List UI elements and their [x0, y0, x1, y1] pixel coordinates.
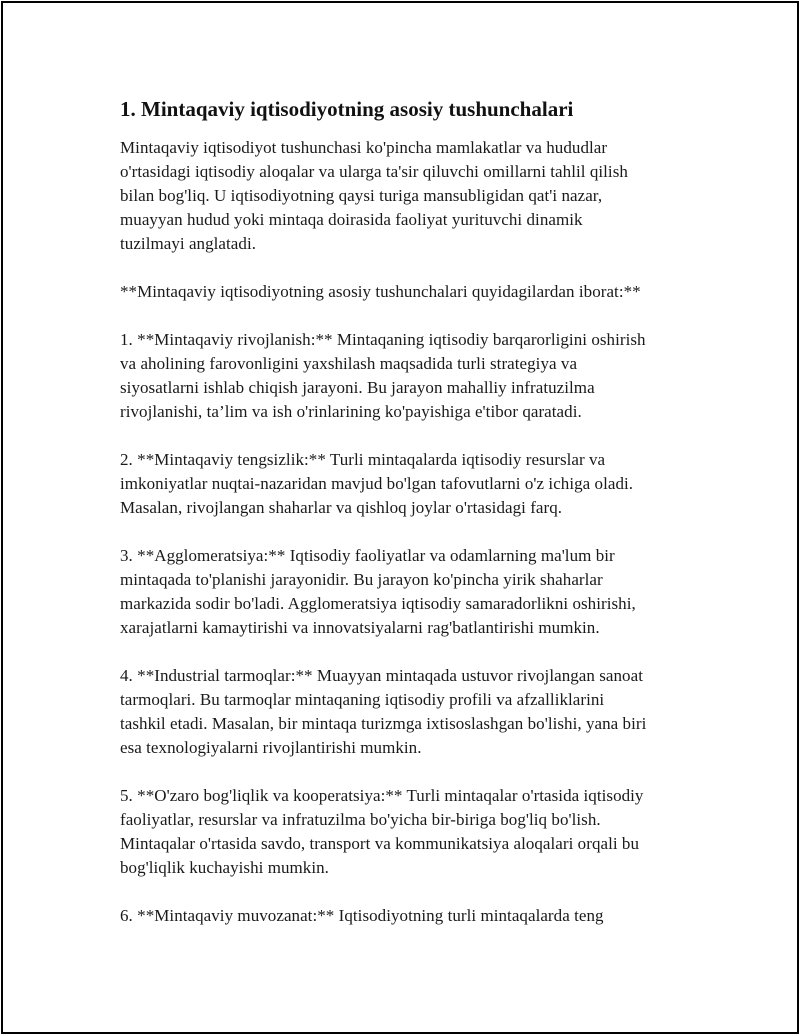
text-line: faoliyatlar, resurslar va infratuzilma bo'yicha bir-biriga bog'liq bo'lish.: [120, 810, 601, 829]
text-line: tarmoqlari. Bu tarmoqlar mintaqaning iqtisodiy profili va afzalliklarini: [120, 690, 605, 709]
list-item-regional-inequality: [120, 448, 700, 520]
list-item-interdependence: [120, 784, 700, 880]
list-intro-paragraph: [120, 280, 700, 304]
text-line: mintaqada to'planishi jarayonidir. Bu jarayon ko'pincha yirik shaharlar: [120, 570, 603, 589]
list-item-regional-development: [120, 328, 700, 424]
document-body: [120, 95, 700, 952]
text-line: 6. **Mintaqaviy muvozanat:** Iqtisodiyotning turli mintaqalarda teng: [120, 906, 604, 925]
text-line: xarajatlarni kamaytirishi va innovatsiyalarni rag'batlantirishi mumkin.: [120, 618, 600, 637]
text-line: esa texnologiyalarni rivojlantirishi mumkin.: [120, 738, 422, 757]
list-item-agglomeration: [120, 544, 700, 640]
intro-paragraph: [120, 136, 700, 256]
list-item-industrial-sectors: [120, 664, 700, 760]
text-line: rivojlanishi, ta’lim va ish o'rinlarining ko'payishiga e'tibor qaratadi.: [120, 402, 582, 421]
text-line: muayyan hudud yoki mintaqa doirasida faoliyat yurituvchi dinamik: [120, 210, 583, 229]
text-line: 1. **Mintaqaviy rivojlanish:** Mintaqaning iqtisodiy barqarorligini oshirish: [120, 330, 646, 349]
text-line: 4. **Industrial tarmoqlar:** Muayyan mintaqada ustuvor rivojlangan sanoat: [120, 666, 643, 685]
text-line: 5. **O'zaro bog'liqlik va kooperatsiya:** Turli mintaqalar o'rtasida iqtisodiy: [120, 786, 644, 805]
text-line: tuzilmayi anglatadi.: [120, 234, 257, 253]
text-line: bilan bog'liq. U iqtisodiyotning qaysi turiga mansubligidan qat'i nazar,: [120, 186, 603, 205]
text-line: siyosatlarni ishlab chiqish jarayoni. Bu jarayon mahalliy infratuzilma: [120, 378, 595, 397]
text-line: o'rtasidagi iqtisodiy aloqalar va ularga ta'sir qiluvchi omillarni tahlil qilish: [120, 162, 628, 181]
text-line: Mintaqalar o'rtasida savdo, transport va kommunikatsiya aloqalari orqali bu: [120, 834, 640, 853]
text-line: tashkil etadi. Masalan, bir mintaqa turizmga ixtisoslashgan bo'lishi, yana biri: [120, 714, 647, 733]
text-line: 3. **Agglomeratsiya:** Iqtisodiy faoliyatlar va odamlarning ma'lum bir: [120, 546, 615, 565]
list-item-regional-balance: [120, 904, 700, 928]
text-line: 2. **Mintaqaviy tengsizlik:** Turli mintaqalarda iqtisodiy resurslar va: [120, 450, 606, 469]
text-line: **Mintaqaviy iqtisodiyotning asosiy tushunchalari quyidagilardan iborat:**: [120, 282, 641, 301]
text-line: Mintaqaviy iqtisodiyot tushunchasi ko'pincha mamlakatlar va hududlar: [120, 138, 608, 157]
text-line: va aholining farovonligini yaxshilash maqsadida turli strategiya va: [120, 354, 578, 373]
text-line: Masalan, rivojlangan shaharlar va qishloq joylar o'rtasidagi farq.: [120, 498, 563, 517]
text-line: markazida sodir bo'ladi. Agglomeratsiya iqtisodiy samaradorlikni oshirishi,: [120, 594, 636, 613]
text-line: bog'liqlik kuchayishi mumkin.: [120, 858, 329, 877]
text-line: imkoniyatlar nuqtai-nazaridan mavjud bo'lgan tafovutlarni o'z ichiga oladi.: [120, 474, 634, 493]
section-heading: 1. Mintaqaviy iqtisodiyotning asosiy tushunchalari: [120, 97, 574, 121]
page-frame: [1, 1, 799, 1034]
